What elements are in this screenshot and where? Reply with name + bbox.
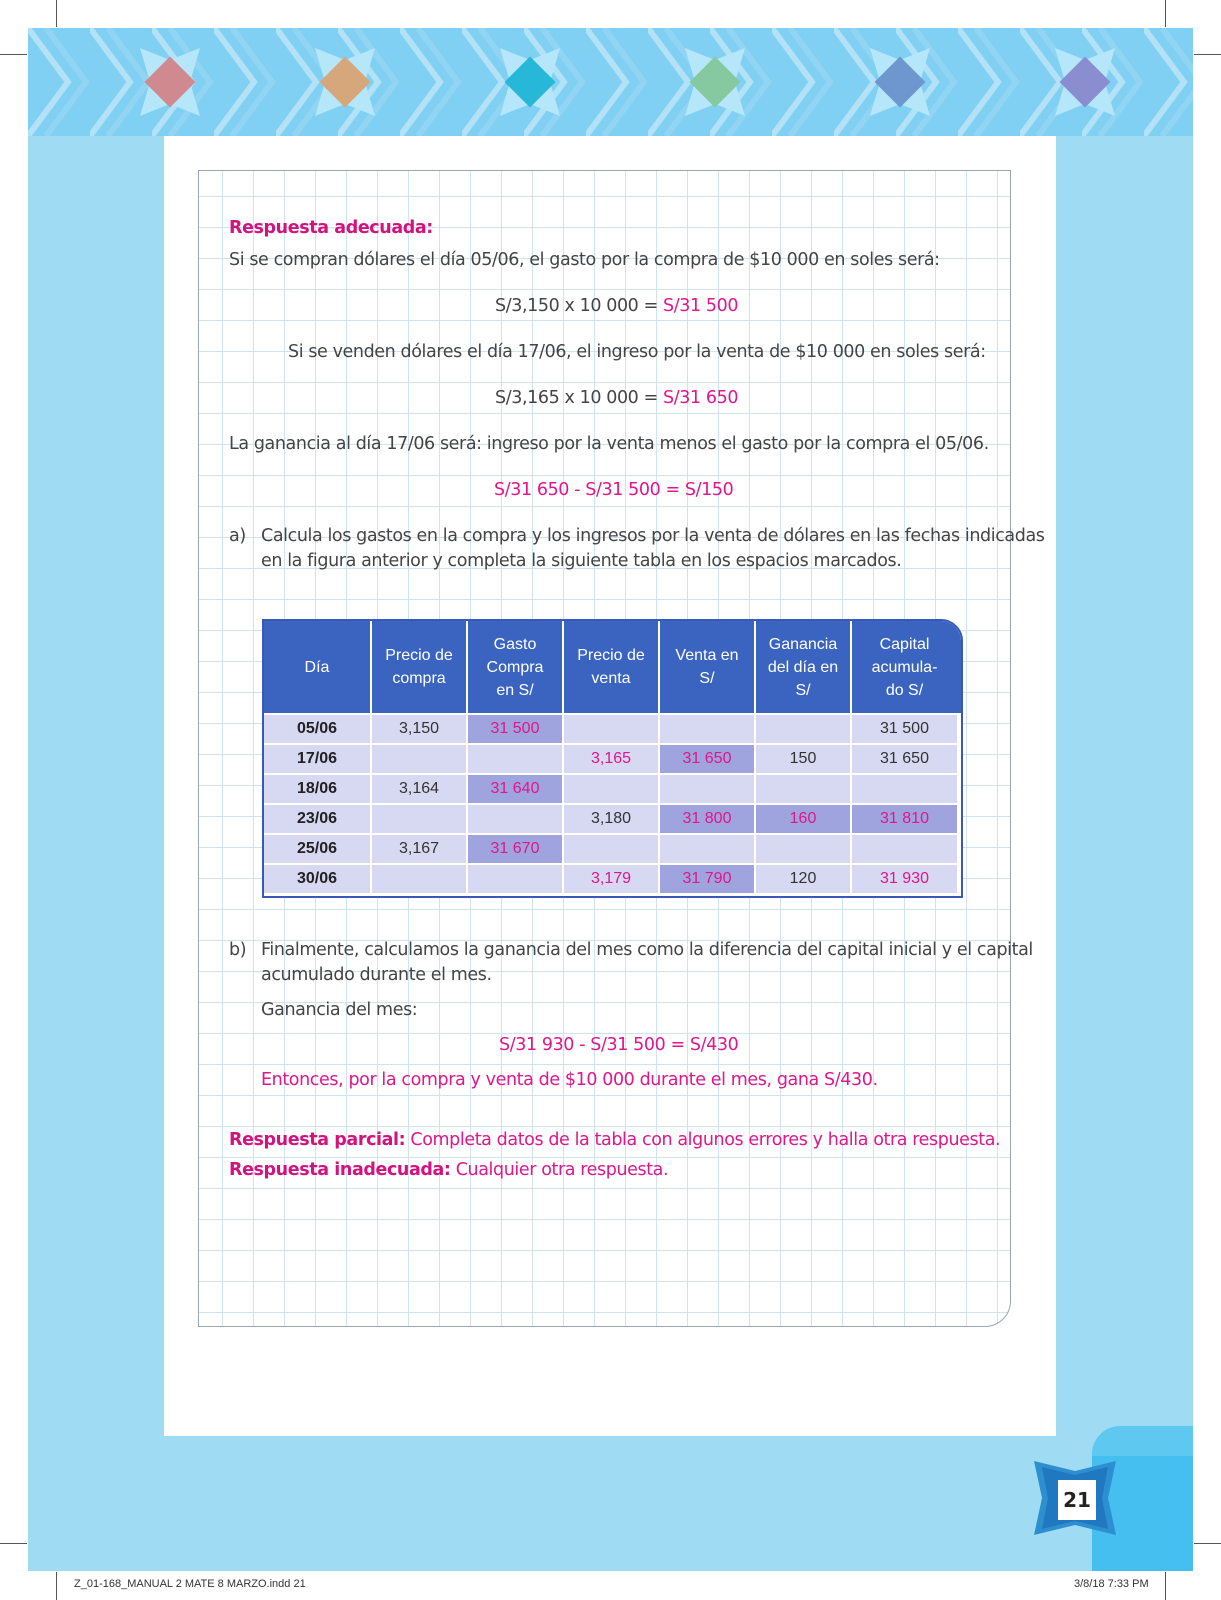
inadequate-answer — [229, 1160, 668, 1180]
table-row — [264, 773, 961, 803]
day-cell: 25/06 — [264, 835, 372, 863]
partial-text: Completa datos de la tabla con algunos errores y halla otra respuesta. — [405, 1130, 1001, 1150]
decorative-banner — [28, 28, 1193, 136]
crop-mark — [1165, 0, 1166, 27]
item-b-text: Finalmente, calculamos la ganancia del mes como la diferencia del capital inicial y el capital — [261, 940, 1033, 960]
day-cell: 23/06 — [264, 805, 372, 833]
equation-2 — [495, 388, 738, 408]
table-cell: 31 500 — [468, 715, 564, 743]
table-cell: 3,164 — [372, 775, 468, 803]
table-header-row — [264, 621, 961, 713]
table-header-cell: Precio de venta — [564, 621, 660, 713]
table-cell — [756, 715, 852, 743]
table-cell — [852, 835, 957, 863]
gain-label: Ganancia del mes: — [261, 1000, 418, 1020]
partial-answer — [229, 1130, 1000, 1150]
motif-1 — [140, 48, 200, 116]
equation-left: S/3,150 x 10 000 = — [495, 296, 664, 316]
table-cell: 31 500 — [852, 715, 957, 743]
table-cell — [852, 775, 957, 803]
table-cell — [468, 865, 564, 893]
inadequate-text: Cualquier otra respuesta. — [450, 1160, 669, 1180]
crop-mark — [0, 1543, 27, 1544]
crop-mark — [1194, 54, 1221, 55]
table-header-cell: Venta en S/ — [660, 621, 756, 713]
table-row — [264, 713, 961, 743]
table-header-cell: Precio de compra — [372, 621, 468, 713]
table-row — [264, 803, 961, 833]
partial-label: Respuesta parcial: — [229, 1130, 406, 1150]
table-body — [264, 713, 961, 893]
equation-4: S/31 930 - S/31 500 = S/430 — [499, 1035, 739, 1055]
table-cell: 150 — [756, 745, 852, 773]
item-a-marker: a) — [229, 526, 246, 546]
table-cell — [564, 775, 660, 803]
table-cell — [372, 745, 468, 773]
equation-result: S/31 650 — [663, 388, 739, 408]
banner-pattern — [28, 28, 1193, 136]
table-cell: 3,150 — [372, 715, 468, 743]
table-cell — [468, 745, 564, 773]
table-cell: 120 — [756, 865, 852, 893]
table-cell: 3,165 — [564, 745, 660, 773]
motif-2 — [315, 48, 375, 116]
table-cell — [372, 865, 468, 893]
equation-1 — [495, 296, 738, 316]
day-cell: 17/06 — [264, 745, 372, 773]
item-a-text: en la figura anterior y completa la siguiente tabla en los espacios marcados. — [261, 551, 902, 571]
table-cell: 3,180 — [564, 805, 660, 833]
table-cell: 31 930 — [852, 865, 957, 893]
table-cell — [564, 715, 660, 743]
conclusion-text: Entonces, por la compra y venta de $10 000 durante el mes, gana S/430. — [261, 1070, 878, 1090]
table-cell — [468, 805, 564, 833]
table-header-cell: Capital acumula- do S/ — [871, 635, 938, 699]
day-cell: 18/06 — [264, 775, 372, 803]
table-cell: 31 650 — [852, 745, 957, 773]
table-cell — [564, 835, 660, 863]
page-number: 21 — [1058, 1480, 1096, 1520]
table-cell — [660, 835, 756, 863]
item-a-text: Calcula los gastos en la compra y los ingresos por la venta de dólares en las fechas indicadas — [261, 526, 1045, 546]
equation-3: S/31 650 - S/31 500 = S/150 — [494, 480, 734, 500]
motif-4 — [685, 48, 745, 116]
equation-result: S/31 500 — [663, 296, 739, 316]
exchange-table — [262, 619, 963, 898]
text-line: Si se venden dólares el día 17/06, el ingreso por la venta de $10 000 en soles será: — [288, 342, 986, 362]
motif-6 — [1055, 48, 1115, 116]
crop-mark — [1165, 1572, 1166, 1600]
table-cell — [756, 775, 852, 803]
crop-mark — [1194, 1543, 1221, 1544]
text-line: La ganancia al día 17/06 será: ingreso por la venta menos el gasto por la compra el 05/06. — [229, 434, 989, 454]
footer-filename: Z_01-168_MANUAL 2 MATE 8 MARZO.indd 21 — [74, 1578, 306, 1590]
table-cell: 3,179 — [564, 865, 660, 893]
table-cell — [660, 715, 756, 743]
table-cell — [756, 835, 852, 863]
table-cell: 31 650 — [660, 745, 756, 773]
inadequate-label: Respuesta inadecuada: — [229, 1160, 451, 1180]
table-cell: 31 640 — [468, 775, 564, 803]
crop-mark — [56, 0, 57, 27]
table-row — [264, 863, 961, 893]
item-b-text: acumulado durante el mes. — [261, 965, 492, 985]
day-cell: 30/06 — [264, 865, 372, 893]
day-cell: 05/06 — [264, 715, 372, 743]
item-b-marker: b) — [229, 940, 247, 960]
table-header-cell: Día — [264, 621, 372, 713]
crop-mark — [56, 1572, 57, 1600]
table-cell — [660, 775, 756, 803]
table-header-cell: Ganancia del día en S/ — [756, 621, 852, 713]
answer-label: Respuesta adecuada: — [229, 218, 433, 238]
table-cell: 31 790 — [660, 865, 756, 893]
table-cell — [372, 805, 468, 833]
text-line: Si se compran dólares el día 05/06, el gasto por la compra de $10 000 en soles será: — [229, 250, 940, 270]
crop-mark — [0, 54, 27, 55]
table-cell: 3,167 — [372, 835, 468, 863]
table-cell: 160 — [756, 805, 852, 833]
footer-timestamp: 3/8/18 7:33 PM — [1074, 1578, 1149, 1590]
equation-left: S/3,165 x 10 000 = — [495, 388, 664, 408]
table-cell: 31 670 — [468, 835, 564, 863]
table-row — [264, 743, 961, 773]
table-cell: 31 810 — [852, 805, 957, 833]
table-cell: 31 800 — [660, 805, 756, 833]
table-header-cell: Gasto Compra en S/ — [468, 621, 564, 713]
motif-3 — [500, 48, 560, 116]
table-row — [264, 833, 961, 863]
motif-5 — [870, 48, 930, 116]
